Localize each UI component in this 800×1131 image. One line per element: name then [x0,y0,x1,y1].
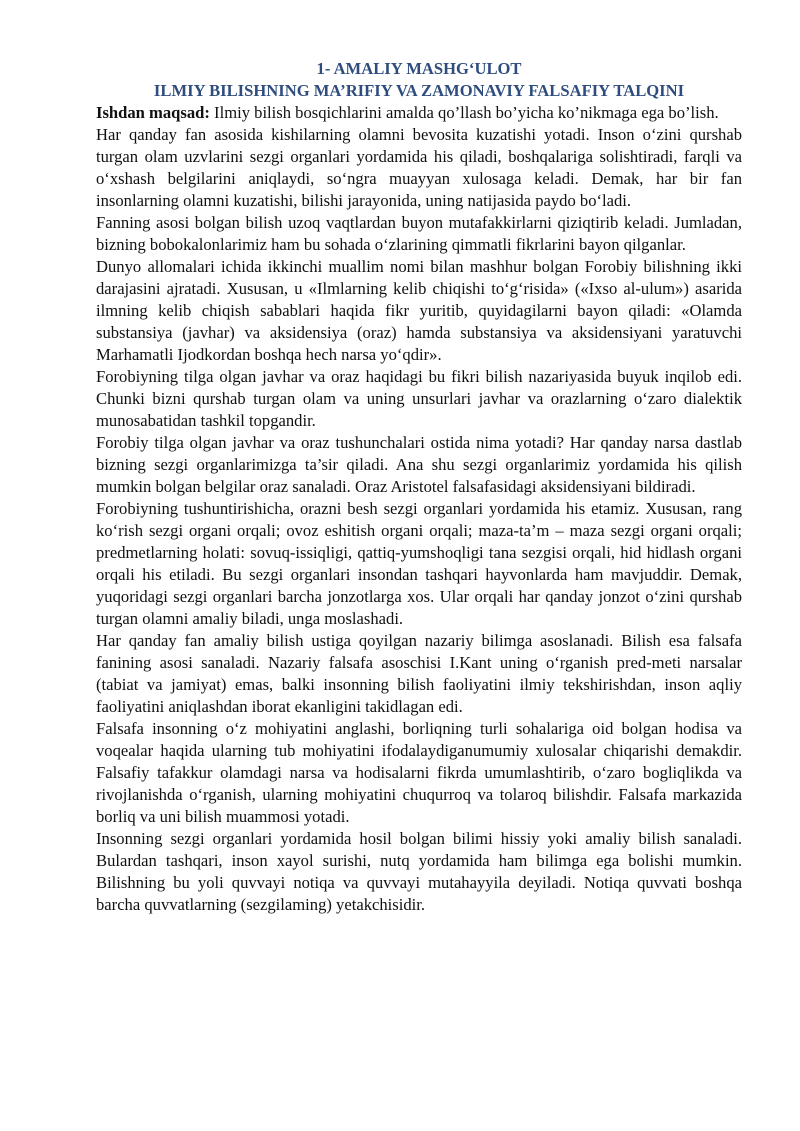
body-paragraph: Insonning sezgi organlari yordamida hosil bolgan bilimi hissiy yoki amaliy bilish sanaladi. Bulardan tashqari, inson xayol surishi, nutq yordamida ham bilimga ega bolishi mumkin. Bilishning bu yoli quvvayi notiqa va quvvayi mutahayyila deyiladi. Notiqa quvvati boshqa barcha quvvatlarning (sezgilaming) yetakchisidir. [96,829,742,914]
document-page [96,58,742,916]
goal-label: Ishdan maqsad: [96,103,210,122]
body-paragraph: Har qanday fan asosida kishilarning olamni bevosita kuzatishi yotadi. Inson o‘zini qurshab turgan olam uzvlarini sezgi organlari yordamida his qiladi, boshqalariga solishtiradi, farqli va o‘xshash belgilarini aniqlaydi, so‘ngra muayyan xulosaga keladi. Demak, har bir fan insonlarning olamni kuzatishi, bilishi jarayonida, uning natijasida paydo bo‘ladi. [96,125,742,210]
body-paragraph: Forobiyning tushuntirishicha, orazni besh sezgi organlari yordamida his etamiz. Xususan, rang ko‘rish sezgi organi orqali; ovoz eshitish organi orqali; maza-ta’m – maza sezgi organi orqali; predmetlarning holati: sovuq-issiqligi, qattiq-yumshoqligi tana sezgisi orqali, hid hidlash organi orqali his etiladi. Bu sezgi organlari insondan tashqari hayvonlarda ham mavjuddir. Demak, yuqoridagi sezgi organlari barcha jonzotlarga xos. Ular orqali har qanday jonzot o‘zini qurshab turgan olamni amaliy biladi, unga moslashadi. [96,499,742,628]
body-paragraph: Falsafa insonning o‘z mohiyatini anglashi, borliqning turli sohalariga oid bolgan hodisa va voqealar haqida ularning tub mohiyatini ifodalaydiganumumiy xulosalar chiqarishi demakdir. Falsafiy tafakkur olamdagi narsa va hodisalarni fikrda umumlashtirib, o‘zaro bogliqlikda va rivojlanishda o‘rganish, ularning mohiyatini chuqurroq va tolaroq bilishdir. Falsafa markazida borliq va uni bilish muammosi yotadi. [96,719,742,826]
document-heading: 1- AMALIY MASHG‘ULOT [316,59,522,78]
body-paragraph: Fanning asosi bolgan bilish uzoq vaqtlardan buyon mutafakkirlarni qiziqtirib keladi. Jumladan, bizning bobokalonlarimiz ham bu sohada o‘zlarining qimmatli fikrlarini bayon qilganlar. [96,213,742,254]
body-paragraph: Har qanday fan amaliy bilish ustiga qoyilgan nazariy bilimga asoslanadi. Bilish esa falsafa fanining asosi sanaladi. Nazariy falsafa asoschisi I.Kant uning o‘rganish pred-meti narsalar (tabiat va jamiyat) emas, balki insonning bilish faoliyatini ilmiy tekshirishdan, inson aqliy faoliyatini aniqlashdan iborat ekanligini takidlagan edi. [96,631,742,716]
body-paragraph: Forobiyning tilga olgan javhar va oraz haqidagi bu fikri bilish nazariyasida buyuk inqilob edi. Chunki bizni qurshab turgan olam va uning unsurlari javhar va orazlarning o‘zaro dialektik munosabatidan tashkil topgandir. [96,367,742,430]
document-subheading: ILMIY BILISHNING MA’RIFIY VA ZAMONAVIY FALSAFIY TALQINI [153,81,685,100]
body-paragraph: Dunyo allomalari ichida ikkinchi muallim nomi bilan mashhur bolgan Forobiy bilishning ikki darajasini ajratadi. Xususan, u «Ilmlarning kelib chiqishi to‘g‘risida» («Ixso al-ulum») asarida ilmning kelib chiqish sabablari haqida fikr yuritib, quyidagilarni bayon qiladi: «Olamda substansiya (javhar) va aksidensiya (oraz) hamda substansiya va aksidensiyani yaratuvchi Marhamatli Ijodkordan boshqa hech narsa yo‘qdir». [96,257,742,364]
goal-text: Ilmiy bilish bosqichlarini amalda qo’llash bo’yicha ko’nikmaga ega bo’lish. [209,103,719,122]
body-paragraph: Forobiy tilga olgan javhar va oraz tushunchalari ostida nima yotadi? Har qanday narsa dastlab bizning sezgi organlarimizga ta’sir qiladi. Ana shu sezgi organlarimiz yordamida his qilish mumkin bolgan belgilar oraz sanaladi. Oraz Aristotel falsafasidagi aksidensiyani bildiradi. [96,433,742,496]
goal-paragraph [96,102,742,124]
